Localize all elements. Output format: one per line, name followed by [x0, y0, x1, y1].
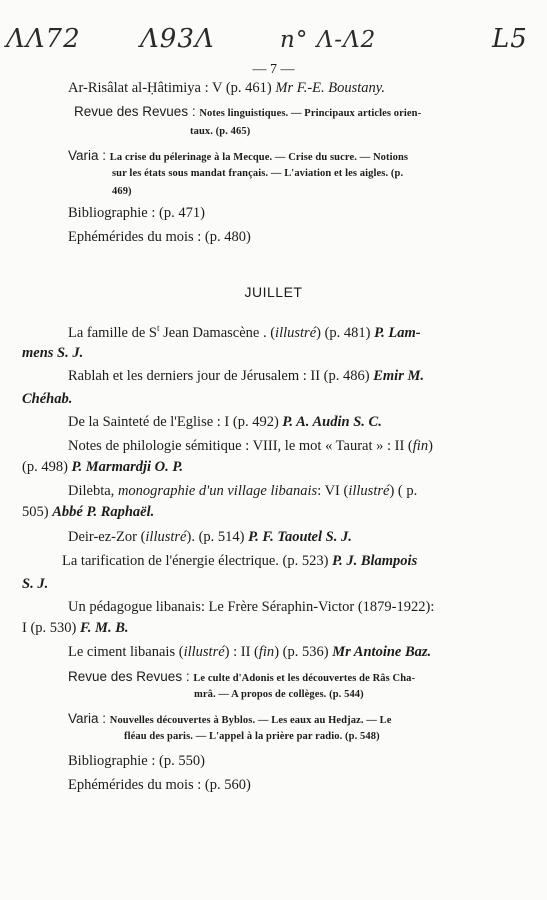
author: Mr Antoine Baz. — [332, 644, 432, 660]
handwritten-note-4: L5 — [492, 24, 528, 54]
author: Emir M. — [373, 368, 424, 384]
toc-entry-continuation: taux. (p. 465) — [190, 126, 251, 137]
toc-entry-pedagogue-libanais: Un pédagogue libanais: Le Frère Séraphin-Victor (1879-1922): — [68, 599, 435, 615]
handwritten-note-1: ΛΛ72 — [6, 24, 81, 54]
page-number: — 7 — — [252, 62, 295, 77]
toc-entry-rablah: Rablah et les derniers jour de Jérusalem : II (p. 486) Emir M. — [68, 368, 424, 384]
toc-entry-bibliographie: Bibliographie : (p. 471) — [68, 205, 205, 221]
toc-entry-deir-ez-zor: Deir-ez-Zor (illustré). (p. 514) P. F. Taoutel S. J. — [68, 529, 352, 545]
toc-entry-continuation: mrâ. — A propos de collèges. (p. 544) — [194, 689, 364, 700]
toc-entry-philologie-semitique: Notes de philologie sémitique : VIII, le mot « Taurat » : II (fin) — [68, 438, 433, 454]
toc-entry-continuation: sur les états sous mandat français. — L'aviation et les aigles. (p. — [112, 168, 404, 179]
toc-entry-varia: Varia : La crise du pélerinage à la Mecque. — Crise du sucre. — Notions — [68, 148, 409, 163]
toc-entry-famille-damascene: La famille de $S^t$ Jean Damascène . (illustré) (p. 481) P. Lam- — [68, 323, 421, 341]
author: F. M. B. — [80, 620, 129, 636]
month-heading: JUILLET — [244, 284, 303, 300]
author: P. F. Taoutel S. J. — [248, 529, 352, 545]
toc-entry-dilebta: Dilebta, monographie d'un village libanais: VI (illustré) ( p. — [68, 483, 418, 499]
toc-entry-continuation: mens S. J. — [22, 345, 84, 361]
author: P. J. Blampois — [332, 553, 418, 569]
toc-entry-ciment-libanais: Le ciment libanais (illustré) : II (fin) (p. 536) Mr Antoine Baz. — [68, 644, 432, 660]
author: Mr F.-E. Boustany. — [275, 80, 386, 96]
author: Abbé P. Raphaël. — [52, 504, 155, 520]
toc-entry-continuation: S. J. — [22, 576, 49, 592]
toc-entry-varia-juillet: Varia : Nouvelles découvertes à Byblos. — Les eaux au Hedjaz. — Le — [68, 711, 392, 726]
handwritten-note-2: Λ93Λ — [140, 24, 215, 54]
toc-entry-bibliographie-juillet: Bibliographie : (p. 550) — [68, 753, 205, 769]
toc-entry-saintete-eglise: De la Sainteté de l'Eglise : I (p. 492) P. A. Audin S. C. — [68, 414, 382, 430]
toc-entry-revue-des-revues-juillet: Revue des Revues : Le culte d'Adonis et les découvertes de Râs Cha- — [68, 669, 416, 684]
toc-entry-continuation: 505) Abbé P. Raphaël. — [22, 504, 155, 520]
toc-entry-continuation: Chéhab. — [22, 391, 73, 407]
toc-entry-continuation: fléau des paris. — L'appel à la prière par radio. (p. 548) — [124, 731, 380, 742]
toc-entry-revue-des-revues: Revue des Revues : Notes linguistiques. — Principaux articles orien- — [74, 104, 422, 119]
toc-entry-ephemerides: Ephémérides du mois : (p. 480) — [68, 229, 251, 245]
author: P. Lam- — [374, 324, 421, 341]
toc-entry-risalat: Ar-Risâlat al-Ḥâtimiya : V (p. 461) Mr F.-E. Boustany. — [68, 80, 386, 96]
toc-entry-ephemerides-juillet: Ephémérides du mois : (p. 560) — [68, 777, 251, 793]
author: P. A. Audin S. C. — [282, 414, 382, 430]
toc-entry-continuation: 469) — [112, 186, 132, 197]
author: P. Marmardji O. P. — [71, 459, 184, 475]
toc-entry-continuation: I (p. 530) F. M. B. — [22, 620, 129, 636]
toc-entry-tarification: La tarification de l'énergie électrique. (p. 523) P. J. Blampois — [62, 553, 418, 569]
handwritten-note-3: n° Λ-Λ2 — [280, 27, 377, 53]
toc-entry-continuation: (p. 498) P. Marmardji O. P. — [22, 459, 184, 475]
